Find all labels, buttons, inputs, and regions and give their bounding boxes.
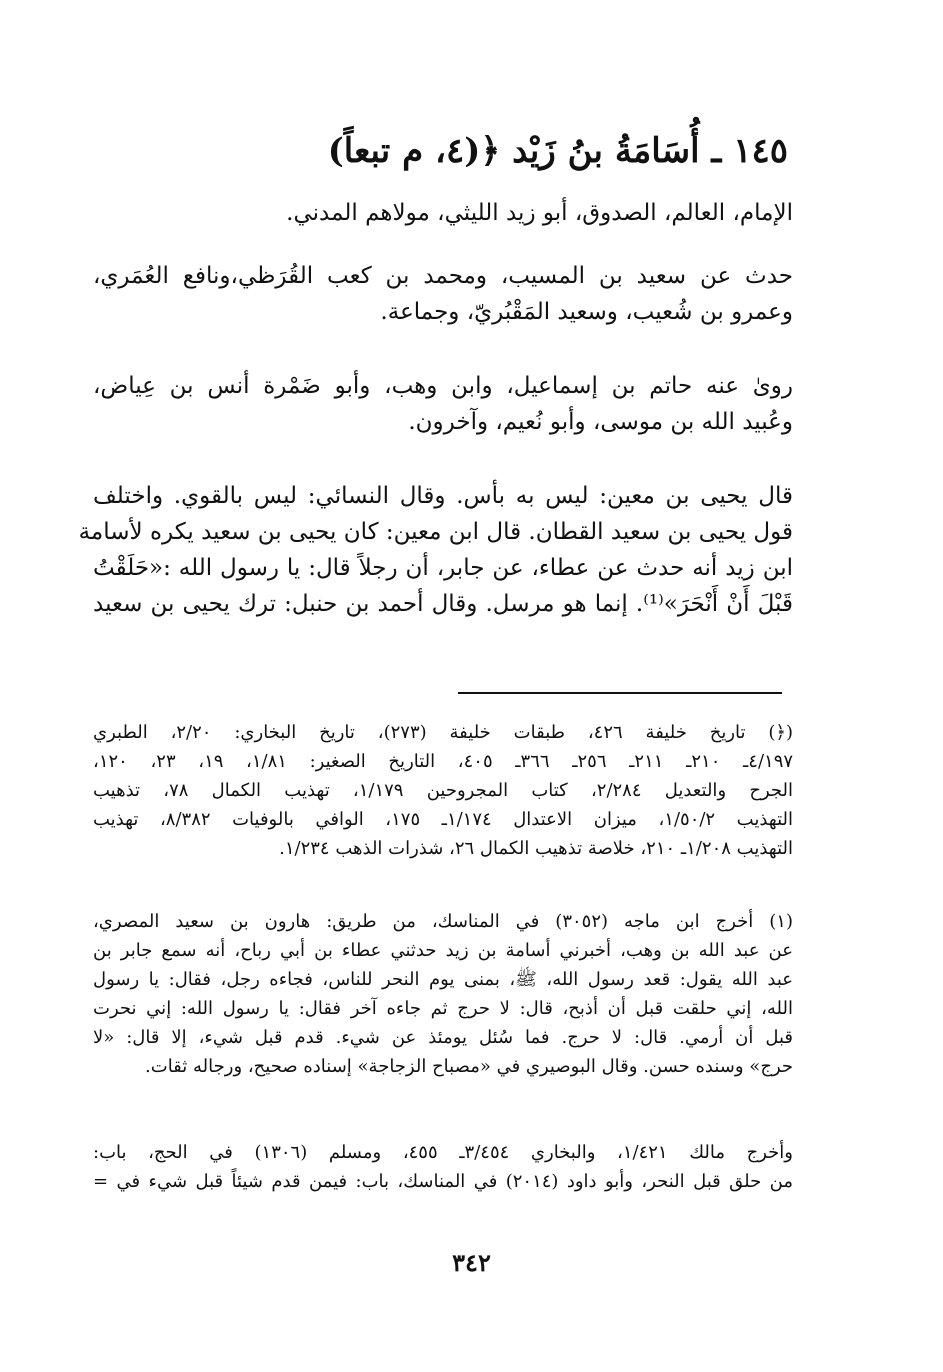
footnote-line: التهذيب ١/٢٠٨ـ ٢١٠، خلاصة تذهيب الكمال ٢٦، شذرات الذهب ١/٢٣٤. — [279, 838, 793, 859]
footnote-1 — [93, 907, 793, 1081]
footnote-line: (١) أخرج ابن ماجه (٣٠٥٢) في المناسك، من طريق: هارون بن سعيد المصري، — [93, 911, 793, 932]
body-line: ابن زيد أنه حدث عن عطاء، عن جابر، أن رجلاً قال: يا رسول الله :«حَلَقْتُ — [93, 555, 793, 581]
page-number: ٣٤٢ — [452, 1248, 491, 1277]
body-paragraph-teachers — [93, 258, 793, 330]
footnote-sources — [93, 718, 793, 863]
body-line: روىٰ عنه حاتم بن إسماعيل، وابن وهب، وأبو ضَمْرة أنس بن عِياض، — [93, 373, 793, 399]
body-paragraph-evaluation — [78, 478, 793, 622]
body-line: قَبْلَ أَنْ أَنْحَرَ»⁽¹⁾. إنما هو مرسل. وقال أحمد بن حنبل: ترك يحيى بن سعيد — [93, 591, 793, 617]
footnote-line: عن عبد الله بن وهب، أخبرني أسامة بن زيد حدثني عطاء بن أبي رباح، أنه سمع جابر بن — [93, 940, 793, 961]
footnote-line: وأخرج مالك ١/٤٢١، والبخاري ٣/٤٥٤ـ ٤٥٥، ومسلم (١٣٠٦) في الحج، باب: — [93, 1142, 794, 1163]
footnote-line: عبد الله يقول: قعد رسول الله، ﷺ، بمنى يوم النحر للناس، فجاءه رجل، فقال: يا رسول — [93, 969, 793, 990]
footnote-line: الجرح والتعديل ٢/٢٨٤، كتاب المجروحين ١/١٧٩، تهذيب الكمال ٧٨، تذهيب — [93, 780, 794, 801]
body-line: حدث عن سعيد بن المسيب، ومحمد بن كعب القُرَظي،ونافع العُمَري، — [93, 263, 793, 289]
footnote-line: التهذيب ١/٥٠/٢، ميزان الاعتدال ١/١٧٤ـ ١٧٥، الوافي بالوفيات ٨/٣٨٢، تهذيب — [93, 809, 793, 830]
body-line: الإمام، العالم، الصدوق، أبو زيد الليثي، مولاهم المدني. — [286, 200, 793, 226]
footnote-line: حرج» وسنده حسن. وقال البوصيري في «مصباح الزجاجة» إسناده صحيح، ورجاله ثقات. — [145, 1056, 793, 1077]
footnote-1-continued — [93, 1138, 793, 1196]
footnote-line: الله، إني حلقت قبل أن أذبح، قال: لا حرج ثم جاءه آخر فقال: يا رسول الله: إني نحرت — [93, 998, 793, 1019]
body-line: قول يحيى بن سعيد القطان. قال ابن معين: كان يحيى بن سعيد يكره لأسامة — [78, 519, 793, 545]
footnote-line: (﴿) تاريخ خليفة ٤٢٦، طبقات خليفة (٢٧٣)، تاريخ البخاري: ٢/٢٠، الطبري — [93, 722, 793, 743]
body-line: وعمرو بن شُعيب، وسعيد المَقْبُريّ، وجماعة. — [380, 299, 793, 325]
footnote-line: ٤/١٩٧ـ ٢١٠ـ ٢١١ـ ٢٥٦ـ ٣٦٦ـ ٤٠٥، التاريخ الصغير: ١/٨١، ١٩، ٢٣، ١٢٠، — [93, 751, 794, 772]
body-line: قال يحيى بن معين: ليس به بأس. وقال النسائي: ليس بالقوي. واختلف — [93, 483, 793, 509]
body-paragraph-students — [93, 368, 793, 440]
entry-title: ١٤٥ ـ أُسَامَةُ بنُ زَيْد ﴿(٤، م تبعاً) — [327, 131, 788, 171]
footnote-line: قبل أن أرمي. قال: لا حرج. فما سُئل يومئذ عن شيء. قدم قبل شيء، إلا قال: «لا — [93, 1027, 793, 1048]
body-line: وعُبيد الله بن موسى، وأبو نُعيم، وآخرون. — [408, 409, 793, 435]
footnote-separator — [458, 692, 782, 694]
footnote-line: من حلق قبل النحر، وأبو داود (٢٠١٤) في المناسك، باب: فيمن قدم شيئاً قبل شيء في = — [93, 1171, 793, 1192]
body-paragraph-description — [93, 195, 793, 231]
